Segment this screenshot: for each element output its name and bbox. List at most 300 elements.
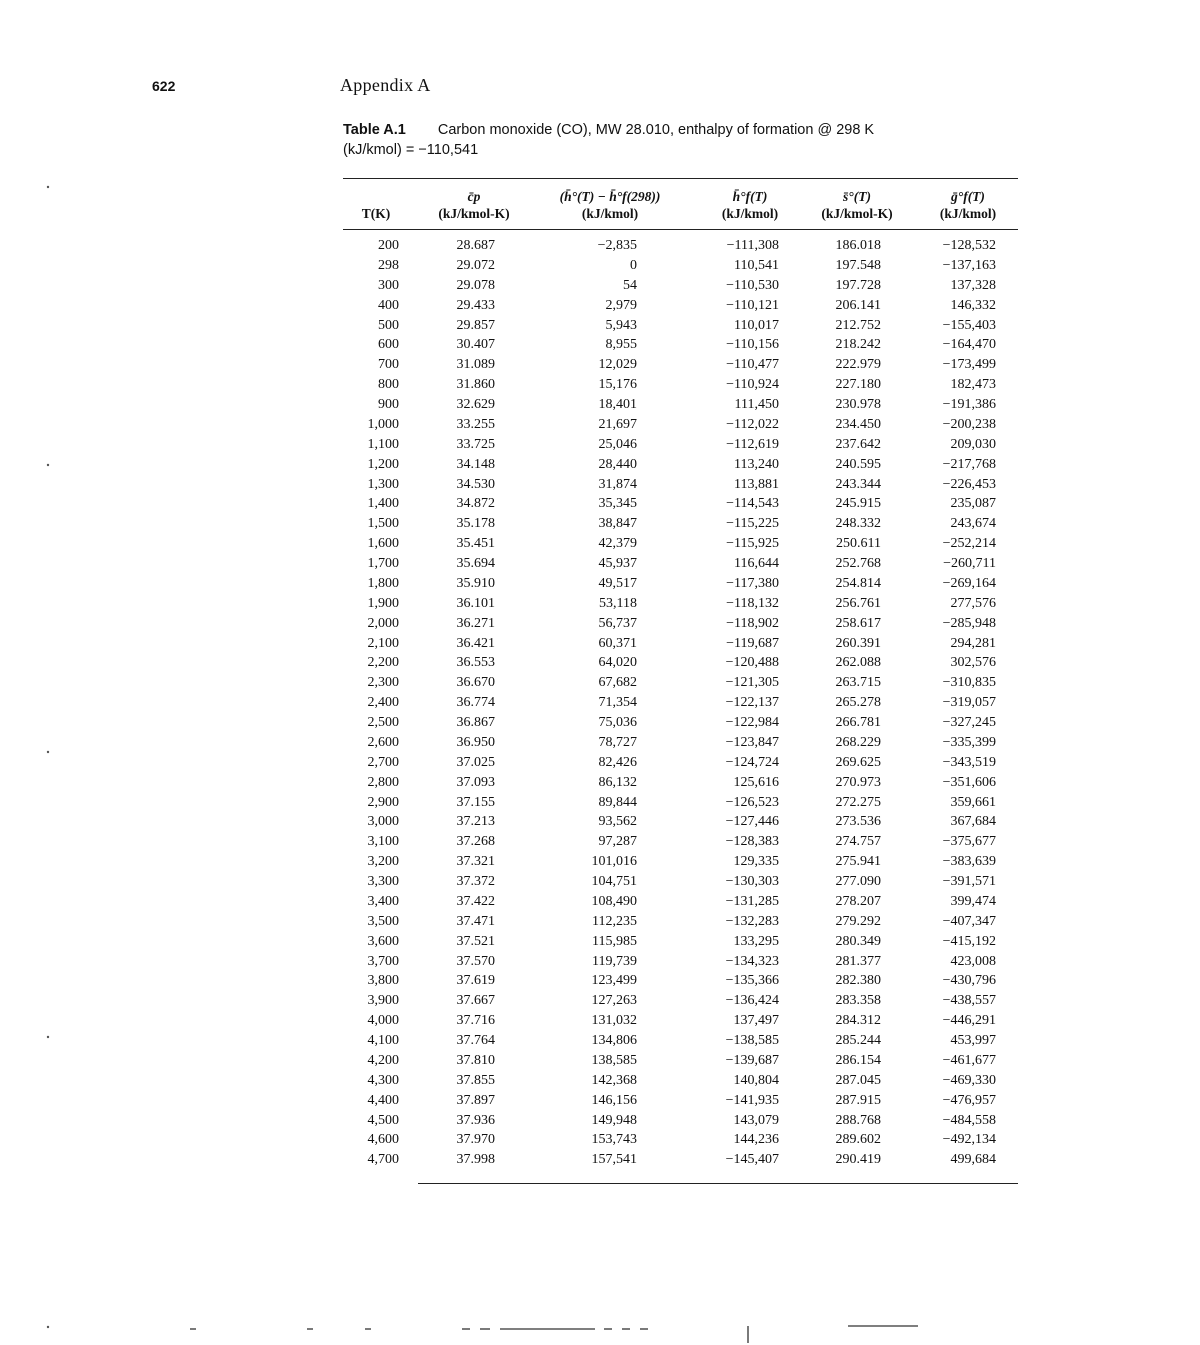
table-cell: 35.694 <box>456 556 495 571</box>
header-unit: T(K) <box>361 206 391 221</box>
table-cell: 49,517 <box>598 575 637 591</box>
table-cell: −119,687 <box>726 635 779 651</box>
table-cell: 129,335 <box>733 854 779 870</box>
table-cell: 78,727 <box>598 734 637 750</box>
table-cell: −128,383 <box>725 834 779 850</box>
table-cell: 157,541 <box>591 1152 637 1168</box>
table-cell: 86,132 <box>598 774 637 790</box>
table-cell: 36.670 <box>456 675 495 691</box>
table-cell: −110,121 <box>726 297 779 313</box>
table-cell: 359,661 <box>950 794 996 810</box>
table-cell: 2,979 <box>605 297 637 313</box>
table-cell: 32.629 <box>456 397 495 412</box>
table-cell: 36.867 <box>456 715 495 730</box>
table-cell: −191,386 <box>942 397 996 412</box>
table-cell: 3,200 <box>367 854 399 870</box>
table-cell: −383,639 <box>942 854 996 870</box>
table-cell: 182,473 <box>950 377 996 393</box>
table-cell: 34.872 <box>456 496 495 512</box>
table-cell: −226,453 <box>942 476 996 492</box>
table-cell: −123,847 <box>725 734 779 750</box>
table-cell: 280.349 <box>835 933 881 949</box>
table-cell: 245.915 <box>835 496 881 512</box>
table-cell: 36.101 <box>456 595 495 611</box>
table-cell: 273.536 <box>835 814 881 830</box>
table-cell: 294,281 <box>950 635 996 651</box>
caption-line-2: (kJ/kmol) = −110,541 <box>343 142 479 158</box>
table-cell: 423,008 <box>950 953 996 969</box>
table-cell: 252.768 <box>835 556 881 571</box>
table-cell: 21,697 <box>598 416 637 432</box>
table-cell: 131,032 <box>591 1013 637 1029</box>
table-cell: −217,768 <box>942 456 996 472</box>
table-cell: 36.553 <box>456 655 495 671</box>
table-cell: 1,000 <box>367 416 399 432</box>
table-cell: 37.521 <box>456 933 495 949</box>
table-cell: 399,474 <box>950 893 996 909</box>
table-cell: −310,835 <box>942 675 996 691</box>
table-cell: 37.025 <box>456 754 495 770</box>
table-cell: 268.229 <box>835 734 881 750</box>
table-cell: 286.154 <box>835 1052 881 1068</box>
table-cell: 138,585 <box>591 1052 637 1068</box>
table-cell: −110,156 <box>726 337 779 353</box>
table-cell: 110,017 <box>734 317 779 333</box>
table-cell: −391,571 <box>942 874 996 889</box>
table-cell: 123,499 <box>591 973 637 989</box>
table-cell: 37.471 <box>456 913 495 929</box>
margin-dots <box>47 186 49 1328</box>
table-cell: 28,440 <box>598 456 637 472</box>
table-cell: 284.312 <box>835 1013 881 1029</box>
table-cell: −118,902 <box>726 615 779 631</box>
table-cell: 36.421 <box>456 635 495 651</box>
table-cell: 31,874 <box>598 476 637 492</box>
running-head: Appendix A <box>340 75 431 95</box>
table-cell: 37.810 <box>456 1052 495 1068</box>
table-cell: 33.725 <box>456 436 495 452</box>
table-cell: 37.213 <box>456 814 495 830</box>
table-cell: −438,557 <box>942 993 996 1009</box>
table-cell: 248.332 <box>835 516 881 532</box>
table-cell: 35.910 <box>456 575 495 591</box>
table-cell: −492,134 <box>942 1132 996 1148</box>
table-cell: 302,576 <box>950 655 996 671</box>
table-cell: 28.687 <box>456 238 495 253</box>
table-cell: −111,308 <box>726 238 779 253</box>
table-cell: 2,000 <box>367 615 399 631</box>
table-cell: 2,500 <box>367 715 399 730</box>
table-cell: 243.344 <box>835 476 881 492</box>
table-cell: −137,163 <box>942 257 996 273</box>
table-cell: −155,403 <box>942 317 996 333</box>
table-label: Table A.1 <box>343 122 406 138</box>
table-cell: 137,497 <box>733 1013 779 1029</box>
table-cell: 37.936 <box>456 1112 495 1128</box>
table-cell: 149,948 <box>591 1112 637 1128</box>
table-cell: −117,380 <box>726 575 779 591</box>
table-cell: 235,087 <box>950 496 996 512</box>
table-cell: −110,477 <box>726 357 779 373</box>
table-cell: 1,200 <box>367 456 399 472</box>
table-cell: −124,724 <box>725 754 779 770</box>
table-cell: 15,176 <box>598 377 637 393</box>
header-unit: (kJ/kmol-K) <box>821 206 893 221</box>
table-cell: 64,020 <box>598 655 637 671</box>
table-cell: 4,200 <box>367 1052 399 1068</box>
table-cell: 3,500 <box>367 913 399 929</box>
table-cell: 300 <box>378 277 399 293</box>
table-cell: 97,287 <box>598 834 637 850</box>
table-cell: 29.857 <box>456 317 495 333</box>
table-cell: 1,700 <box>367 556 399 571</box>
table-cell: −136,424 <box>725 993 779 1009</box>
header-symbol: (h̄°(T) − h̄°f(298)) <box>559 189 661 204</box>
table-cell: 37.716 <box>456 1013 495 1029</box>
table-cell: 275.941 <box>835 854 881 870</box>
table-cell: 4,300 <box>367 1072 399 1088</box>
table-cell: 2,200 <box>367 655 399 671</box>
table-cell: 282.380 <box>835 973 881 989</box>
table-cell: 1,300 <box>367 476 399 492</box>
table-cell: 37.321 <box>456 854 495 870</box>
table-cell: 269.625 <box>835 754 881 770</box>
table-cell: 33.255 <box>456 416 495 432</box>
table-cell: 146,156 <box>591 1092 637 1108</box>
table-cell: −138,585 <box>725 1033 779 1048</box>
table-cell: 2,300 <box>367 675 399 691</box>
table-cell: −319,057 <box>942 695 996 711</box>
table-cell: −461,677 <box>942 1052 996 1068</box>
table-cell: 29.433 <box>456 297 495 313</box>
table-cell: 200 <box>378 238 399 253</box>
table-cell: 101,016 <box>591 854 637 870</box>
table-cell: 274.757 <box>835 834 881 850</box>
table-cell: 142,368 <box>591 1072 637 1088</box>
table-cell: −269,164 <box>942 575 996 591</box>
table-cell: 281.377 <box>835 953 881 969</box>
table-cell: 82,426 <box>598 754 637 770</box>
table-cell: 36.271 <box>456 615 495 631</box>
table-cell: −446,291 <box>942 1013 996 1029</box>
table-cell: 240.595 <box>835 456 881 472</box>
table-cell: 36.774 <box>456 695 495 711</box>
table-cell: 197.548 <box>835 257 881 273</box>
table-cell: 127,263 <box>591 993 637 1009</box>
table-cell: 35.178 <box>456 516 495 532</box>
table-cell: 4,700 <box>367 1152 399 1168</box>
table-cell: 260.391 <box>835 635 881 651</box>
table-cell: 38,847 <box>598 516 637 532</box>
table-cell: 367,684 <box>950 814 996 830</box>
table-cell: 2,900 <box>367 794 399 810</box>
table-cell: 254.814 <box>835 575 881 591</box>
table-cell: 230.978 <box>835 397 881 412</box>
table-cell: 283.358 <box>835 993 881 1009</box>
table-cell: 298 <box>378 257 399 273</box>
table-cell: 256.761 <box>835 595 881 611</box>
table-cell: 2,800 <box>367 774 399 790</box>
table-cell: 4,500 <box>367 1112 399 1128</box>
table-cell: 600 <box>378 337 399 353</box>
table-cell: 288.768 <box>835 1112 881 1128</box>
table-cell: 1,100 <box>367 436 399 452</box>
table-cell: 34.148 <box>456 456 495 472</box>
table-cell: 277.090 <box>835 874 881 889</box>
table-cell: 36.950 <box>456 734 495 750</box>
table-cell: 3,300 <box>367 874 399 889</box>
table-cell: 89,844 <box>598 794 637 810</box>
table-cell: −135,366 <box>725 973 779 989</box>
table-cell: 278.207 <box>835 893 881 909</box>
table-cell: 4,100 <box>367 1033 399 1048</box>
header-unit: (kJ/kmol) <box>581 206 639 221</box>
table-cell: 45,937 <box>598 556 637 571</box>
table-cell: 265.278 <box>835 695 881 711</box>
table-cell: −407,347 <box>942 913 996 929</box>
table-cell: 285.244 <box>835 1033 881 1048</box>
table-cell: 400 <box>378 297 399 313</box>
table-cell: 800 <box>378 377 399 393</box>
table-cell: 112,235 <box>592 913 637 929</box>
table-cell: 37.897 <box>456 1092 495 1108</box>
table-cell: 8,955 <box>605 337 637 353</box>
table-cell: 279.292 <box>835 913 881 929</box>
table-cell: 209,030 <box>950 436 996 452</box>
table-cell: 2,700 <box>367 754 399 770</box>
page-number: 622 <box>152 78 176 94</box>
table-cell: −2,835 <box>597 238 637 253</box>
table-cell: 262.088 <box>835 655 881 671</box>
table-cell: 2,100 <box>367 635 399 651</box>
table-cell: 144,236 <box>733 1132 779 1148</box>
table-cell: 272.275 <box>835 794 881 810</box>
table-cell: −164,470 <box>942 337 996 353</box>
table-cell: 119,739 <box>592 953 637 969</box>
table-cell: 153,743 <box>591 1132 637 1148</box>
table-cell: −476,957 <box>942 1092 996 1108</box>
table-cell: 113,881 <box>734 476 779 492</box>
table-cell: 3,800 <box>367 973 399 989</box>
table-cell: 37.998 <box>456 1152 495 1168</box>
table-cell: −115,225 <box>726 516 779 532</box>
caption-text: Carbon monoxide (CO), MW 28.010, enthalpy of formation @ 298 K <box>437 122 875 138</box>
table-cell: 93,562 <box>598 814 637 830</box>
table-cell: 113,240 <box>734 456 779 472</box>
table-cell: 3,700 <box>367 953 399 969</box>
table-cell: 1,500 <box>367 516 399 532</box>
table-cell: 108,490 <box>591 893 637 909</box>
table-cell: 0 <box>630 257 637 273</box>
table-cell: 4,600 <box>367 1132 399 1148</box>
table-cell: −139,687 <box>725 1052 779 1068</box>
table-cell: 110,541 <box>734 257 779 273</box>
table-cell: 71,354 <box>598 695 637 711</box>
table-cell: −343,519 <box>942 754 996 770</box>
table-cell: −415,192 <box>942 933 996 949</box>
table-cell: 137,328 <box>950 277 996 293</box>
table-cell: −327,245 <box>942 715 996 730</box>
table-cell: 258.617 <box>835 615 881 631</box>
table-cell: −132,283 <box>725 913 779 929</box>
header-symbol: ḡ°f(T) <box>951 189 985 204</box>
table-cell: 53,118 <box>599 595 637 611</box>
table-cell: 197.728 <box>835 277 881 293</box>
table-cell: 37.268 <box>456 834 495 850</box>
table-cell: 35,345 <box>598 496 637 512</box>
header-symbol: c̄p <box>467 189 481 204</box>
table-cell: −121,305 <box>725 675 779 691</box>
table-cell: −115,925 <box>726 536 779 552</box>
table-cell: −128,532 <box>942 238 996 253</box>
table-cell: 115,985 <box>592 933 637 949</box>
table-cell: 34.530 <box>456 476 495 492</box>
table-cell: 104,751 <box>591 874 637 889</box>
table-cell: −126,523 <box>725 794 779 810</box>
table-cell: 218.242 <box>835 337 881 353</box>
table-cell: 270.973 <box>835 774 881 790</box>
table-cell: 700 <box>378 357 399 373</box>
table-cell: 116,644 <box>734 556 779 571</box>
table-cell: 140,804 <box>733 1072 779 1088</box>
table-cell: −114,543 <box>726 496 779 512</box>
table-cell: 37.155 <box>456 794 495 810</box>
table-cell: −260,711 <box>943 556 996 571</box>
table-cell: 37.422 <box>456 893 495 909</box>
table-cell: 37.667 <box>456 993 495 1009</box>
table-cell: 206.141 <box>835 297 881 313</box>
table-cell: 1,800 <box>367 575 399 591</box>
table-cell: 2,400 <box>367 695 399 711</box>
table-cell: −112,619 <box>726 436 779 452</box>
table-cell: 37.855 <box>456 1072 495 1088</box>
table-cell: 146,332 <box>950 297 996 313</box>
table-cell: −112,022 <box>726 416 779 432</box>
table-cell: 453,997 <box>950 1033 996 1048</box>
table-cell: −200,238 <box>942 416 996 432</box>
table-cell: −173,499 <box>942 357 996 373</box>
table-cell: −375,677 <box>942 834 996 850</box>
table-cell: 287.915 <box>835 1092 881 1108</box>
table-cell: −127,446 <box>725 814 779 830</box>
table-cell: −252,214 <box>942 536 996 552</box>
table-cell: 37.570 <box>456 953 495 969</box>
table-cell: 243,674 <box>950 516 996 532</box>
bottom-scan-marks <box>190 1326 918 1343</box>
table-cell: 212.752 <box>835 317 881 333</box>
table-cell: 5,943 <box>605 317 637 333</box>
table-cell: 186.018 <box>835 238 881 253</box>
table-cell: 125,616 <box>733 774 779 790</box>
table-cell: −430,796 <box>942 973 996 989</box>
table-cell: 30.407 <box>456 337 495 353</box>
table-cell: 4,400 <box>367 1092 399 1108</box>
table-cell: −484,558 <box>942 1112 996 1128</box>
table-cell: −110,530 <box>726 277 779 293</box>
table-cell: 29.078 <box>456 277 495 293</box>
table-cell: 1,600 <box>367 536 399 552</box>
table-cell: −118,132 <box>726 595 779 611</box>
table-cell: 222.979 <box>835 357 881 373</box>
table-cell: 3,100 <box>367 834 399 850</box>
table-cell: 111,450 <box>734 397 779 412</box>
table-cell: 31.860 <box>456 377 495 393</box>
table-cell: 277,576 <box>950 595 996 611</box>
header-unit: (kJ/kmol-K) <box>438 206 510 221</box>
table-cell: −134,323 <box>725 953 779 969</box>
table-cell: 287.045 <box>835 1072 881 1088</box>
table-cell: 18,401 <box>598 397 637 412</box>
table-cell: −285,948 <box>942 615 996 631</box>
table-cell: 67,682 <box>598 675 637 691</box>
table-cell: 266.781 <box>835 715 881 730</box>
table-cell: −351,606 <box>942 774 996 790</box>
table-cell: 3,900 <box>367 993 399 1009</box>
table-cell: 37.970 <box>456 1132 495 1148</box>
table-cell: −120,488 <box>725 655 779 671</box>
table-cell: 4,000 <box>367 1013 399 1029</box>
table-cell: 25,046 <box>598 436 637 452</box>
table-cell: 500 <box>378 317 399 333</box>
table-cell: 3,000 <box>367 814 399 830</box>
table-cell: 499,684 <box>950 1152 996 1168</box>
header-symbol: h̄°f(T) <box>732 189 768 204</box>
table-cell: −130,303 <box>725 874 779 889</box>
table-cell: 143,079 <box>733 1112 779 1128</box>
table-cell: 56,737 <box>598 615 637 631</box>
table-cell: −122,984 <box>725 715 779 730</box>
table-cell: −122,137 <box>725 695 779 711</box>
table-cell: 1,400 <box>367 496 399 512</box>
table-cell: 263.715 <box>835 675 881 691</box>
table-cell: 54 <box>623 277 637 293</box>
table-cell: 37.093 <box>456 774 495 790</box>
table-cell: 31.089 <box>456 357 495 373</box>
table-cell: 133,295 <box>733 933 779 949</box>
table-cell: 250.611 <box>836 536 881 552</box>
table-cell: 234.450 <box>835 416 881 432</box>
table-cell: −141,935 <box>725 1092 779 1108</box>
table-cell: 900 <box>378 397 399 412</box>
table-cell: 12,029 <box>598 357 637 373</box>
header-unit: (kJ/kmol) <box>721 206 779 221</box>
table-cell: 37.764 <box>456 1033 495 1048</box>
table-cell: −335,399 <box>942 734 996 750</box>
header-unit: (kJ/kmol) <box>939 206 997 221</box>
table-cell: −131,285 <box>725 893 779 909</box>
table-cell: 42,379 <box>598 536 637 552</box>
header-symbol: s̄°(T) <box>843 189 871 204</box>
table-cell: 35.451 <box>456 536 495 552</box>
table-cell: 75,036 <box>598 715 637 730</box>
table-cell: 289.602 <box>835 1132 881 1148</box>
table-cell: −469,330 <box>942 1072 996 1088</box>
table-cell: 1,900 <box>367 595 399 611</box>
table-cell: 37.372 <box>456 874 495 889</box>
table-cell: 134,806 <box>591 1033 637 1048</box>
table-cell: −110,924 <box>726 377 779 393</box>
table-cell: 3,400 <box>367 893 399 909</box>
table-cell: 3,600 <box>367 933 399 949</box>
table-cell: 60,371 <box>598 635 637 651</box>
table-cell: 37.619 <box>456 973 495 989</box>
table-cell: 237.642 <box>835 436 881 452</box>
table-cell: 290.419 <box>835 1152 881 1168</box>
table-cell: −145,407 <box>725 1152 779 1168</box>
table-cell: 227.180 <box>835 377 881 393</box>
table-cell: 29.072 <box>456 257 495 273</box>
table-cell: 2,600 <box>367 734 399 750</box>
